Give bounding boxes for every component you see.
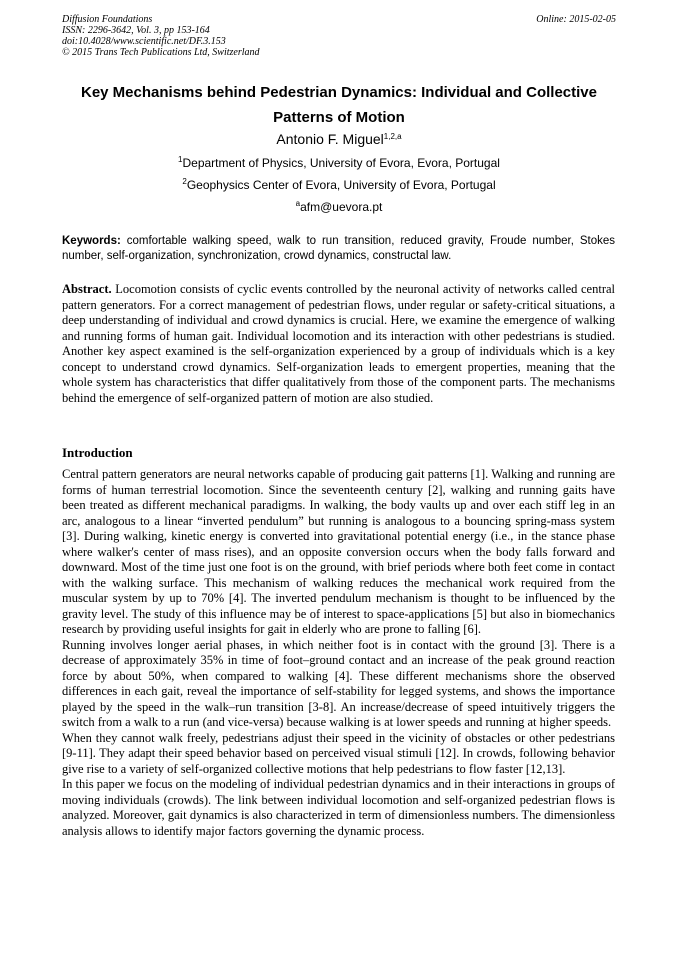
online-date: Online: 2015-02-05 (536, 14, 616, 25)
affiliation-2-text: Geophysics Center of Evora, University of Evora, Portugal (186, 178, 496, 192)
doi-line: doi:10.4028/www.scientific.net/DF.3.153 (62, 36, 226, 47)
abstract (62, 282, 615, 406)
copyright-line: © 2015 Trans Tech Publications Ltd, Switzerland (62, 47, 260, 58)
paragraph: Running involves longer aerial phases, in which neither foot is in contact with the ground [3]. There is a decrease of approximately 35% in time of foot–ground contact and an increase of the peak ground reaction force by about 50%, when compared to walking [4]. These different mechanisms shore the observed differences in each gait, reveal the importance of self-stability for legged systems, and shows the importance played by the speed in the walk–run transition [3-8]. An increase/decrease of speed intuitively triggers the switch from a walk to a run (and vice-versa) because walking is at lower speeds and running at higher speeds. (62, 637, 615, 729)
journal-header (62, 14, 616, 58)
abstract-label: Abstract. (62, 282, 112, 296)
paragraph: Central pattern generators are neural networks capable of producing gait patterns [1]. Walking and running are forms of human terrestrial locomotion. Since the seventeenth century [2], walking and running gaits have been treated as different mechanical paradigms. In walking, the body vaults up and over each stiff leg in an arc, analogous to a linear “inverted pendulum” but running is analogous to a bouncing spring-mass system [3]. During walking, kinetic energy is converted into gravitational potential energy (i.e., in the stance phase where walker's center of mass rises), and an opposite conversion occurs when the body falls forward and downward. Most of the time just one foot is on the ground, with brief periods where both feet come in contact with the walking surface. This mechanism of walking reduces the mechanical work required from the muscular system by up to 70% [4]. The inverted pendulum mechanism is thought to be influenced by the gravity level. The study of this influence may be of interest to space-applications [5] but also in biomechanics research by providing useful insights for gait in elderly who are prone to falling [6]. (62, 467, 615, 636)
paragraph: When they cannot walk freely, pedestrians adjust their speed in the vicinity of obstacles or other pedestrians [9-11]. They adapt their speed behavior based on perceived visual stimuli [12]. In crowds, following behavior give rise to a variety of self-organized collective motions that help pedestrians to flow faster [12,13]. (62, 730, 615, 776)
affiliation-2-marker: 2 (182, 177, 187, 186)
title-line-1: Key Mechanisms behind Pedestrian Dynamics: Individual and Collective (81, 84, 597, 101)
author-line (40, 130, 638, 148)
introduction-heading: Introduction (62, 445, 133, 460)
affiliation-1-text: Department of Physics, University of Evora, Evora, Portugal (182, 156, 500, 170)
affiliation-2 (40, 178, 638, 192)
title-line-2: Patterns of Motion (273, 109, 405, 126)
keywords-text: comfortable walking speed, walk to run transition, reduced gravity, Froude number, Stokes number, self-organization, synchronization, crowd dynamics, constructal law. (62, 235, 615, 262)
introduction-body (62, 467, 615, 839)
keywords (62, 234, 615, 264)
affiliation-1-marker: 1 (178, 155, 183, 164)
author-email (40, 200, 638, 214)
email-text: afm@uevora.pt (300, 200, 383, 214)
paper-title (40, 80, 638, 130)
email-marker: a (295, 199, 301, 208)
author-superscript: 1,2,a (383, 132, 402, 141)
paragraph: In this paper we focus on the modeling of individual pedestrian dynamics and in their interactions in groups of moving individuals (crowds). The link between individual locomotion and self-organized pedestrian flows is analyzed. Moreover, gait dynamics is also characterized in term of dimensionless numbers. The dimensionless analysis allows to identify major factors governing the dynamic process. (62, 777, 615, 838)
issn-line: ISSN: 2296-3642, Vol. 3, pp 153-164 (62, 25, 210, 36)
affiliation-1 (40, 156, 638, 170)
journal-name: Diffusion Foundations (62, 14, 153, 25)
abstract-text: Locomotion consists of cyclic events controlled by the neuronal activity of networks called central pattern generators. For a correct management of pedestrian flows, under regular or safety-critical situations, a deep understanding of individual and crowd dynamics is crucial. Here, we examine the emergence of walking and running forms of human gait. Individual locomotion and its interaction with other pedestrians is studied. Another key aspect examined is the self-organization experienced by a group of individuals which is a key concept to understand crowd dynamics. Self-organization leads to emergent properties, meaning that the whole system has characteristics that differ qualitatively from those of the component parts. The mechanisms behind the emergence of self-organized pattern of motion are also studied. (62, 282, 616, 405)
keywords-label: Keywords: (62, 235, 121, 247)
author-name: Antonio F. Miguel (276, 131, 384, 147)
